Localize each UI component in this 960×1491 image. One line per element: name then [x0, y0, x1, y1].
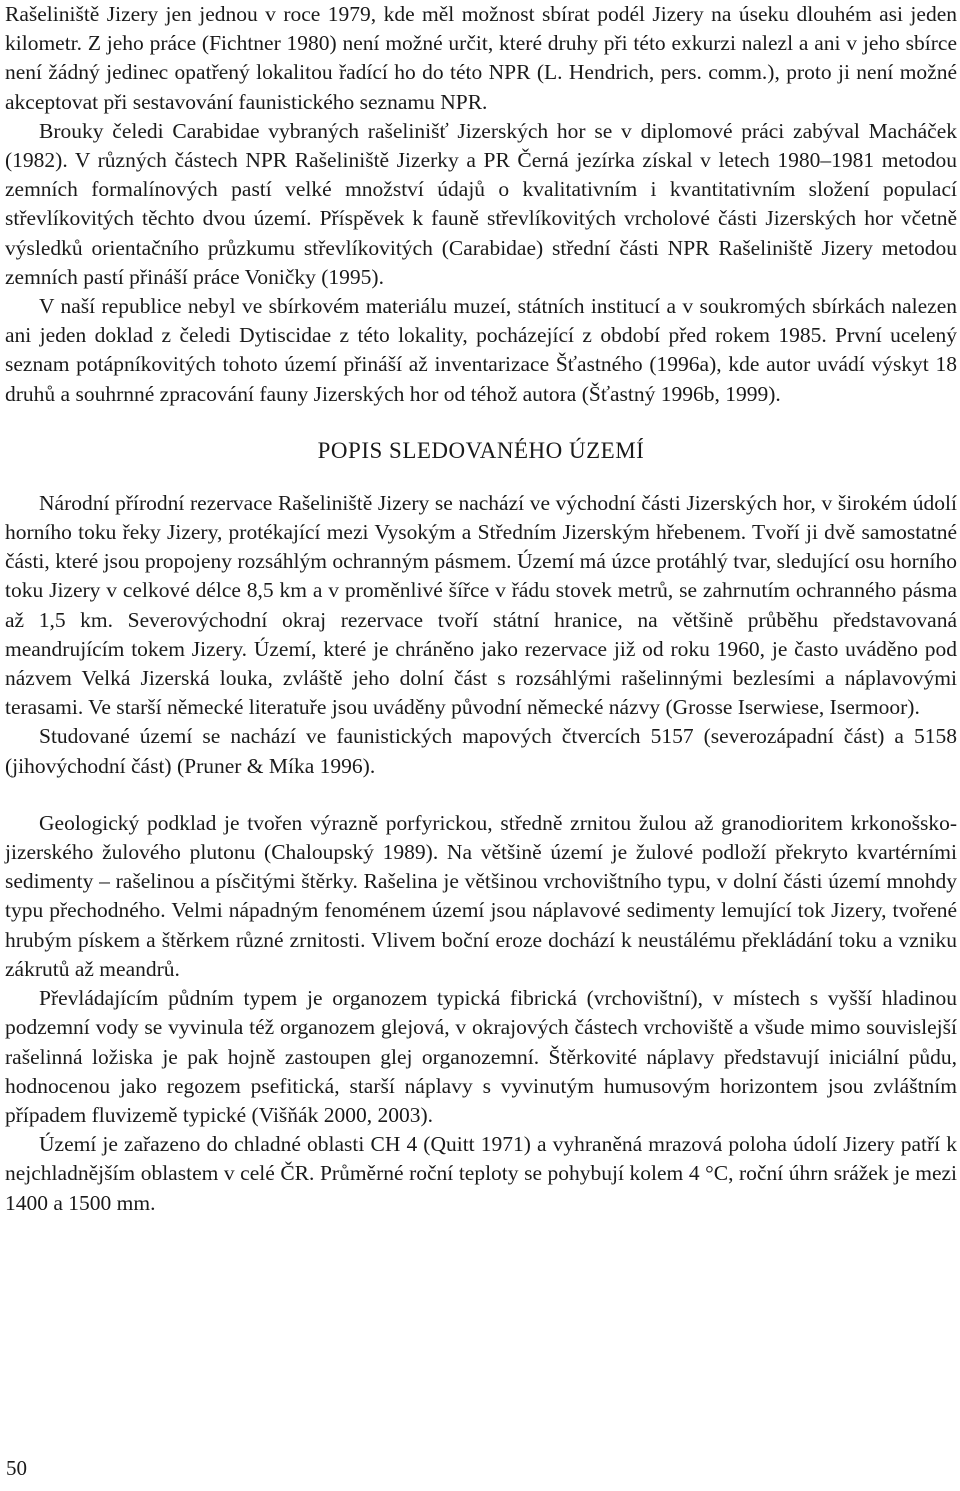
paragraph-dytiscidae: V naší republice nebyl ve sbírkovém materiálu muzeí, státních institucí a v soukromých sbírkách nalezen ani jeden doklad z čeledi Dytiscidae z této lokality, pocházející z období před rokem 1985. První ucelený seznam potápníkovitých tohoto území přináší až inventarizace Šťastného (1996a), kde autor uvádí výskyt 18 druhů a souhrnné zpracování fauny Jizerských hor od téhož autora (Šťastný 1996b, 1999).: [5, 294, 957, 406]
paragraph-soils: Převládajícím půdním typem je organozem typická fibrická (vrchovištní), v místech s vyšší hladinou podzemní vody se vyvinula též organozem glejová, v okrajových částech vrchoviště a všude mimo souvislejší rašelinná ložiska je pak hojně zastoupen glej organozemní. Štěrkovité náplavy představují iniciální půdu, hodnocenou jako regozem psefitická, starší náplavy s vyvinutým humusovým horizontem jsou zvláštním případem fluvizemě typické (Višňák 2000, 2003).: [5, 986, 957, 1127]
page-body: [5, 0, 957, 1218]
paragraph-geology: Geologický podklad je tvořen výrazně porfyrickou, středně zrnitou žulou až granodioritem krkonošsko-jizerského žulového plutonu (Chaloupský 1989). Na většině území je žulové podloží překryto kvartérními sedimenty – rašelinou a písčitými štěrky. Rašelina je většinou vrchovištního typu, v dolní části území mnohdy typu přechodného. Velmi nápadným fenoménem území jsou náplavové sedimenty lemující tok Jizery, tvořené hrubým pískem a štěrkem různé zrnitosti. Vlivem boční eroze dochází k neustálému překládání toku a vzniku zákrutů až meandrů.: [5, 810, 957, 981]
paragraph-climate: Území je zařazeno do chladné oblasti CH 4 (Quitt 1971) a vyhraněná mrazová poloha údolí Jizery patří k nejchladnějším oblastem v celé ČR. Průměrné roční teploty se pohybují kolem 4 °C, roční úhrn srážek je mezi 1400 a 1500 mm.: [5, 1132, 957, 1215]
paragraph-carabidae: Brouky čeledi Carabidae vybraných rašelinišť Jizerských hor se v diplomové práci zabýval Macháček (1982). V různých částech NPR Rašeliniště Jizerky a PR Černá jezírka získal v letech 1980–1981 metodou zemních formalínových pastí velké množství údajů o kvalitativním i kvantitativním složení populací střevlíkovitých těchto dvou území. Příspěvek k fauně střevlíkovitých vrcholové části Jizerských hor včetně výsledků orientačního průzkumu střevlíkovitých (Carabidae) střední části NPR Rašeliniště Jizery metodou zemních pastí přináší práce Voničky (1995).: [5, 118, 957, 289]
paragraph-intro-continuation: Rašeliniště Jizery jen jednou v roce 1979, kde měl možnost sbírat podél Jizery na úseku dlouhém asi jeden kilometr. Z jeho práce (Fichtner 1980) není možné určit, které druhy při této exkurzi nalezl a ani v jeho sbírce není žádný jedinec opatřený lokalitou řadící ho do této NPR (L. Hendrich, pers. comm.), proto ji není možné akceptovat při sestavování faunistického seznamu NPR.: [5, 2, 957, 114]
paragraph-reserve-description: Národní přírodní rezervace Rašeliniště Jizery se nachází ve východní části Jizerských hor, v širokém údolí horního toku řeky Jizery, protékající mezi Vysokým a Středním Jizerským hřebenem. Tvoří ji dvě samostatné části, které jsou propojeny rozsáhlým ochranným pásmem. Území má úzce protáhlý tvar, sledující osu horního toku Jizery v celkové délce 8,5 km a v proměnlivé šířce v řádu stovek metrů, se zahrnutím ochranného pásma až 1,5 km. Severovýchodní okraj rezervace tvoří státní hranice, na většině průběhu představovaná meandrujícím tokem Jizery. Území, které je chráněno jako rezervace již od roku 1960, je často uváděno pod názvem Velká Jizerská louka, zvláště jeho dolní část s rozsáhlými rašelinnými bezlesími a náplavovými terasami. Ve starší německé literatuře jsou uváděny původní německé názvy (Grosse Iserwiese, Isermoor).: [5, 490, 957, 720]
page-number: 50: [6, 1456, 27, 1480]
paragraph-mapping-squares: Studované území se nachází ve faunistických mapových čtvercích 5157 (severozápadní část) a 5158 (jihovýchodní část) (Pruner & Míka 1996).: [5, 724, 957, 778]
paragraph-gap: [5, 781, 957, 809]
section-heading: POPIS SLEDOVANÉHO ÚZEMÍ: [317, 437, 645, 463]
